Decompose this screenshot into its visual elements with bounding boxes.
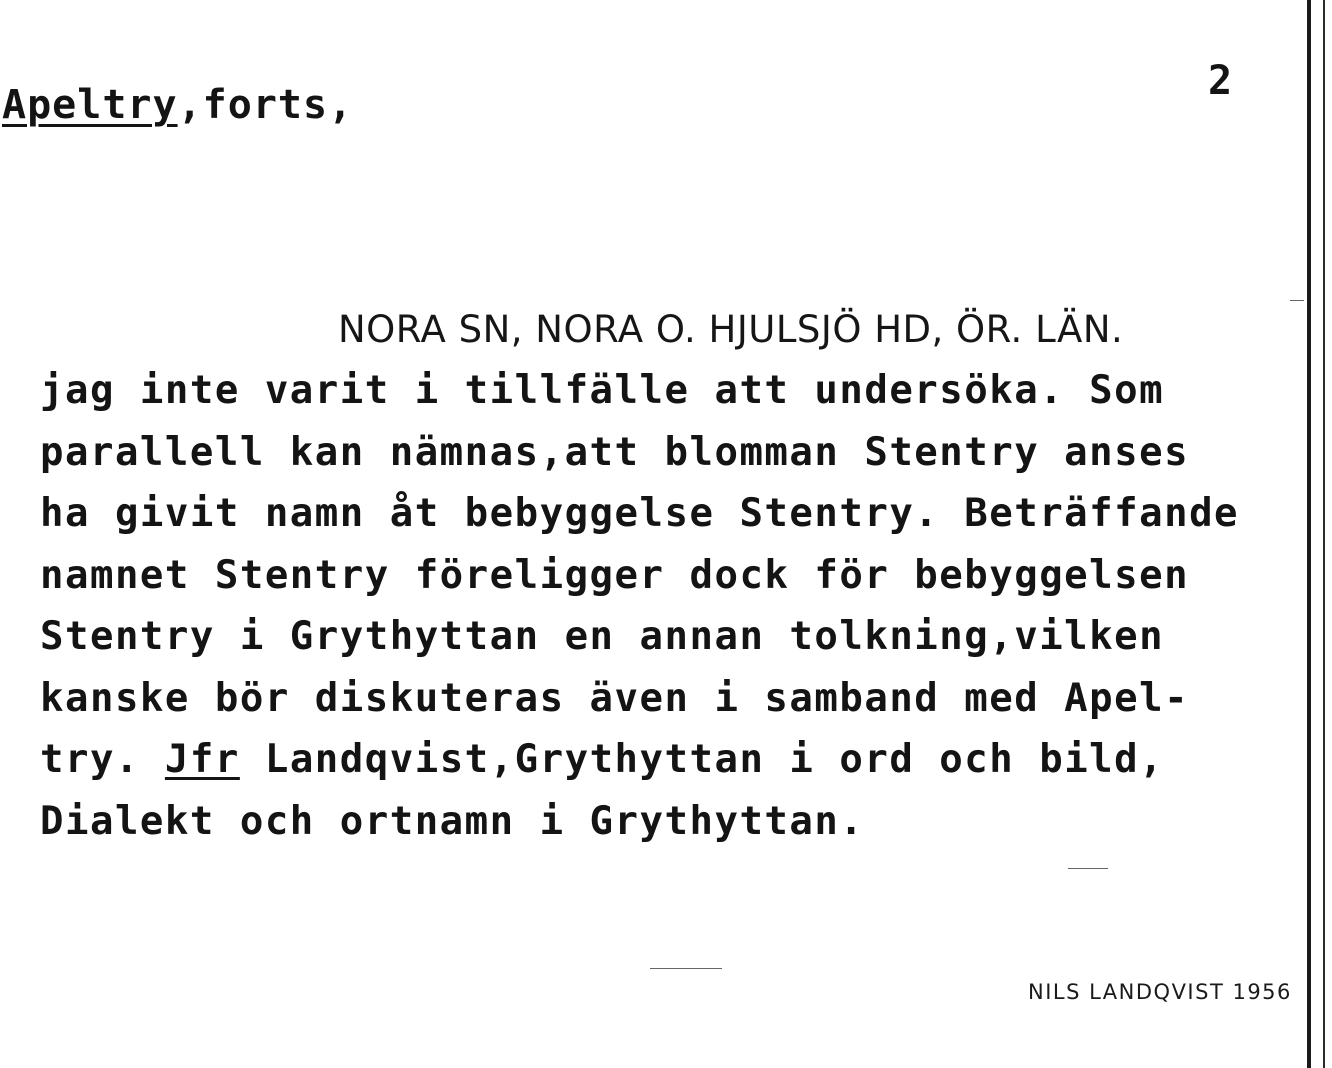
body-line: parallell kan nämnas,att blomman Stentry anses	[40, 429, 1190, 475]
scan-speck	[1068, 868, 1108, 869]
heading-continuation: ,forts,	[177, 82, 354, 128]
card-body-text	[40, 360, 1305, 852]
card-heading	[2, 82, 353, 128]
body-line-reference	[40, 729, 1305, 791]
body-line: namnet Stentry föreligger dock för bebyggelsen	[40, 552, 1190, 598]
body-line: ha givit namn åt bebyggelse Stentry. Beträffande	[40, 491, 1240, 536]
reference-source: Landqvist,Grythyttan i ord och bild,	[239, 737, 1165, 782]
location-stamp: NORA SN, NORA O. HJULSJÖ HD, ÖR. LÄN.	[338, 308, 1124, 351]
body-line: jag inte varit i tillfälle att undersöka. Som	[40, 368, 1165, 413]
body-line: Dialekt och ortnamn i Grythyttan.	[40, 798, 865, 844]
author-signature: NILS LANDQVIST 1956	[1028, 980, 1292, 1004]
reference-lead: try.	[40, 737, 165, 782]
scan-speck	[1290, 300, 1304, 301]
reference-jfr: Jfr	[164, 737, 240, 782]
card-edge-line	[1307, 0, 1311, 1068]
page-number: 2	[1208, 58, 1233, 104]
body-line: Stentry i Grythyttan en annan tolkning,vilken	[40, 614, 1165, 659]
body-line: kanske bör diskuteras även i samband med Apel-	[40, 675, 1190, 721]
scan-speck	[650, 968, 722, 969]
heading-place-name: Apeltry	[2, 82, 178, 128]
card-edge-line-outer	[1323, 0, 1325, 1068]
